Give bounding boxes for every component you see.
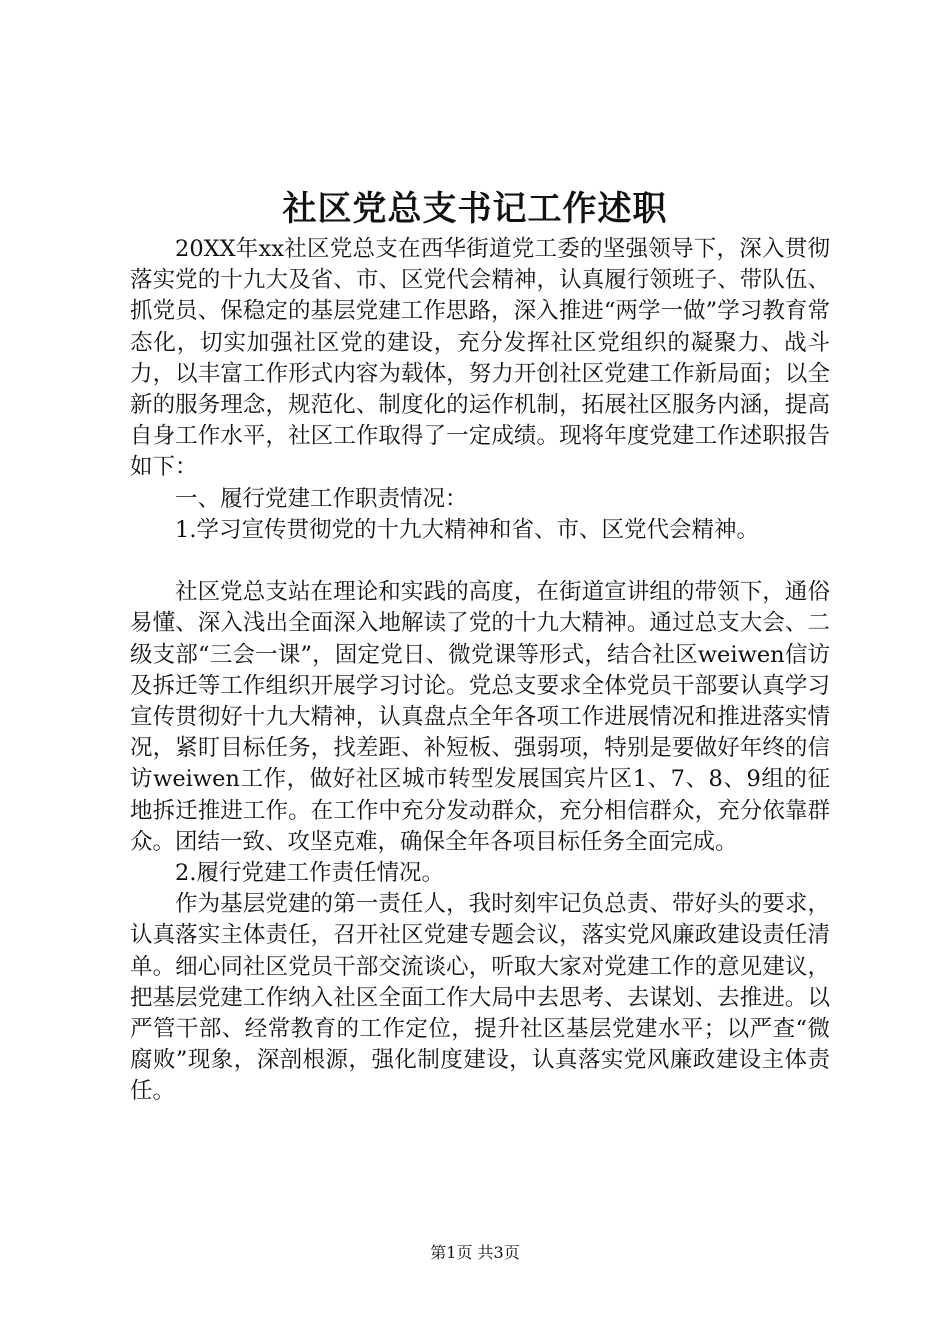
page-footer: 第1页 共3页 — [430, 1243, 520, 1262]
paragraph-study: 社区党总支站在理论和实践的高度，在街道宣讲组的带领下，通俗易懂、深入浅出全面深入地解读了党的十九大精神。通过总支大会、二级支部“三会一课”，固定党日、微党课等形式，结合社区weiwen信访及拆迁等工作组织开展学习讨论。党总支要求全体党员干部要认真学习宣传贯彻好十九大精神，认真盘点全年各项工作进展情况和推进落实情况，紧盯目标任务，找差距、补短板、强弱项，特别是要做好年终的信访weiwen工作，做好社区城市转型发展国宾片区1、7、8、9组的征地拆迁推进工作。在工作中充分发动群众，充分相信群众，充分依靠群众。团结一致、攻坚克难，确保全年各项目标任务全面完成。 — [130, 579, 830, 855]
paragraph-intro: 20XX年xx社区党总支在西华街道党工委的坚强领导下，深入贯彻落实党的十九大及省、市、区党代会精神，认真履行领班子、带队伍、抓党员、保稳定的基层党建工作思路，深入推进“两学一做”学习教育常态化，切实加强社区党的建设，充分发挥社区党组织的凝聚力、战斗力，以丰富工作形式内容为载体，努力开创社区党建工作新局面；以全新的服务理念，规范化、制度化的运作机制，拓展社区服务内涵，提高自身工作水平，社区工作取得了一定成绩。现将年度党建工作述职报告如下： — [130, 236, 830, 481]
subsection-heading-2: 2.履行党建工作责任情况。 — [175, 860, 444, 887]
paragraph-spacer — [130, 546, 830, 577]
paragraph-responsibility: 作为基层党建的第一责任人，我时刻牢记负总责、带好头的要求，认真落实主体责任，召开社区党建专题会议，落实党风廉政建设责任清单。细心同社区党员干部交流谈心，听取大家对党建工作的意见建议，把基层党建工作纳入社区全面工作大局中去思考、去谋划、去推进。以严管干部、经常教育的工作定位，提升社区基层党建水平；以严查“微腐败”现象，深剖根源，强化制度建设，认真落实党风廉政建设主体责任。 — [130, 891, 830, 1105]
document-body — [130, 234, 830, 1108]
subsection-heading-1: 1.学习宣传贯彻党的十九大精神和省、市、区党代会精神。 — [175, 516, 759, 543]
document-title: 社区党总支书记工作述职 — [282, 189, 668, 229]
section-heading-1: 一、履行党建工作职责情况： — [175, 485, 468, 512]
